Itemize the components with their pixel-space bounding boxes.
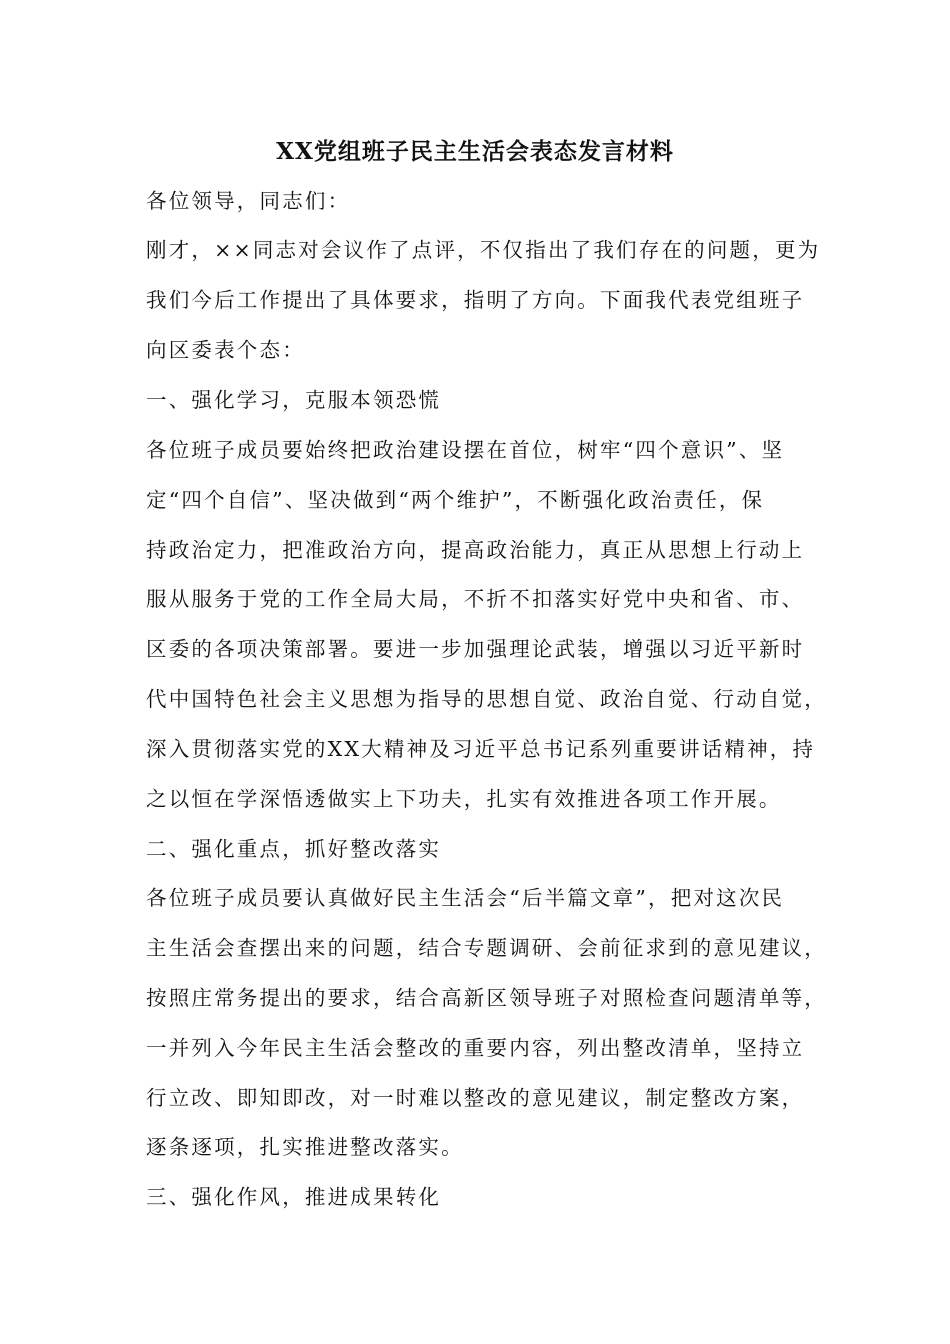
paragraph-line: 代中国特色社会主义思想为指导的思想自觉、政治自觉、行动自觉，: [146, 687, 827, 711]
section-heading-3: 三、强化作风，推进成果转化: [146, 1185, 442, 1209]
paragraph-line: 定“四个自信”、坚决做到“两个维护”，不断强化政治责任，保: [146, 488, 765, 512]
paragraph-line: 各位班子成员要认真做好民主生活会“后半篇文章”，把对这次民: [146, 886, 785, 910]
document-title: XX党组班子民主生活会表态发言材料: [276, 138, 674, 165]
paragraph-line: 主生活会查摆出来的问题，结合专题调研、会前征求到的意见建议，: [146, 936, 827, 960]
salutation: 各位领导，同志们：: [146, 189, 351, 213]
paragraph-line: 按照庄常务提出的要求，结合高新区领导班子对照检查问题清单等，: [146, 986, 827, 1010]
paragraph-line: 一并列入今年民主生活会整改的重要内容，列出整改清单，坚持立: [146, 1036, 805, 1060]
paragraph-line: 刚才，××同志对会议作了点评，不仅指出了我们存在的问题，更为: [146, 238, 821, 262]
section-heading-2: 二、强化重点，抓好整改落实: [146, 837, 442, 861]
paragraph-line: 深入贯彻落实党的XX大精神及习近平总书记系列重要讲话精神，持: [146, 737, 816, 761]
paragraph-line: 逐条逐项，扎实推进整改落实。: [146, 1135, 464, 1159]
paragraph-line: 之以恒在学深悟透做实上下功夫，扎实有效推进各项工作开展。: [146, 787, 782, 811]
paragraph-line: 行立改、即知即改，对一时难以整改的意见建议，制定整改方案，: [146, 1086, 805, 1110]
paragraph-line: 向区委表个态：: [146, 338, 305, 362]
section-heading-1: 一、强化学习，克服本领恐慌: [146, 388, 442, 412]
paragraph-line: 我们今后工作提出了具体要求，指明了方向。下面我代表党组班子: [146, 288, 805, 312]
paragraph-line: 各位班子成员要始终把政治建设摆在首位，树牢“四个意识”、坚: [146, 438, 785, 462]
paragraph-line: 区委的各项决策部署。要进一步加强理论武装，增强以习近平新时: [146, 637, 805, 661]
paragraph-line: 服从服务于党的工作全局大局，不折不扣落实好党中央和省、市、: [146, 587, 805, 611]
paragraph-line: 持政治定力，把准政治方向，提高政治能力，真正从思想上行动上: [146, 538, 805, 562]
